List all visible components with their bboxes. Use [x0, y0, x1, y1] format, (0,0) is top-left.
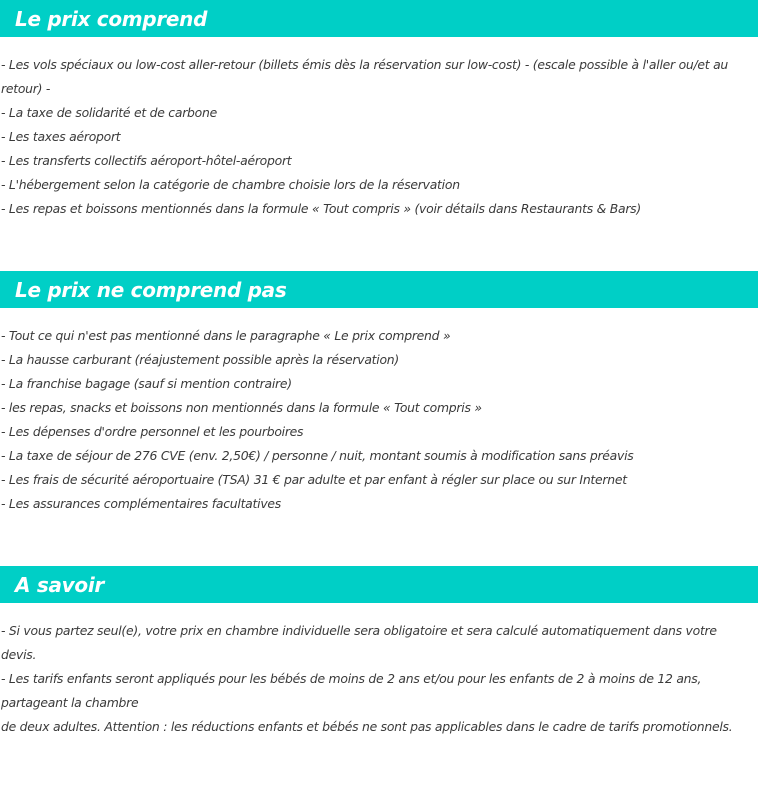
list-item: - Les taxes aéroport [1, 129, 121, 144]
section-list [0, 308, 758, 516]
list-item: - les repas, snacks et boissons non mentionnés dans la formule « Tout compris » [1, 400, 482, 415]
list-item: - La taxe de séjour de 276 CVE (env. 2,50€) / personne / nuit, montant soumis à modification sans préavis [1, 448, 634, 463]
section-list [0, 37, 758, 221]
list-item: - Les transferts collectifs aéroport-hôtel-aéroport [1, 153, 292, 168]
list-item: - Tout ce qui n'est pas mentionné dans le paragraphe « Le prix comprend » [1, 328, 451, 343]
list-item: - Les dépenses d'ordre personnel et les pourboires [1, 424, 304, 439]
section-title: A savoir [15, 572, 104, 597]
list-item: - La franchise bagage (sauf si mention contraire) [1, 376, 292, 391]
list-item: - Les assurances complémentaires facultatives [1, 496, 281, 511]
section-title: Le prix comprend [15, 6, 208, 31]
list-item: - Si vous partez seul(e), votre prix en chambre individuelle sera obligatoire et sera calculé automatiquement dans votre devis. [1, 623, 717, 662]
list-item: - Les vols spéciaux ou low-cost aller-retour (billets émis dès la réservation sur low-cost) - (escale possible à l'aller ou/et au retour) - [1, 57, 729, 96]
section-header [0, 0, 758, 37]
list-item: - Les tarifs enfants seront appliqués pour les bébés de moins de 2 ans et/ou pour les enfants de 2 à moins de 12 ans, partageant la chambre [1, 671, 702, 710]
section-price-includes [0, 0, 758, 221]
section-header [0, 271, 758, 308]
list-item: - La hausse carburant (réajustement possible après la réservation) [1, 352, 399, 367]
list-item: - L'hébergement selon la catégorie de chambre choisie lors de la réservation [1, 177, 460, 192]
list-item: - Les repas et boissons mentionnés dans la formule « Tout compris » (voir détails dans Restaurants & Bars) [1, 201, 641, 216]
section-list [0, 603, 758, 739]
section-good-to-know [0, 566, 758, 739]
section-price-excludes [0, 271, 758, 516]
list-item: - La taxe de solidarité et de carbone [1, 105, 217, 120]
list-item: de deux adultes. Attention : les réductions enfants et bébés ne sont pas applicables dans le cadre de tarifs promotionnels. [1, 719, 733, 734]
section-title: Le prix ne comprend pas [15, 277, 287, 302]
section-header [0, 566, 758, 603]
list-item: - Les frais de sécurité aéroportuaire (TSA) 31 € par adulte et par enfant à régler sur place ou sur Internet [1, 472, 627, 487]
